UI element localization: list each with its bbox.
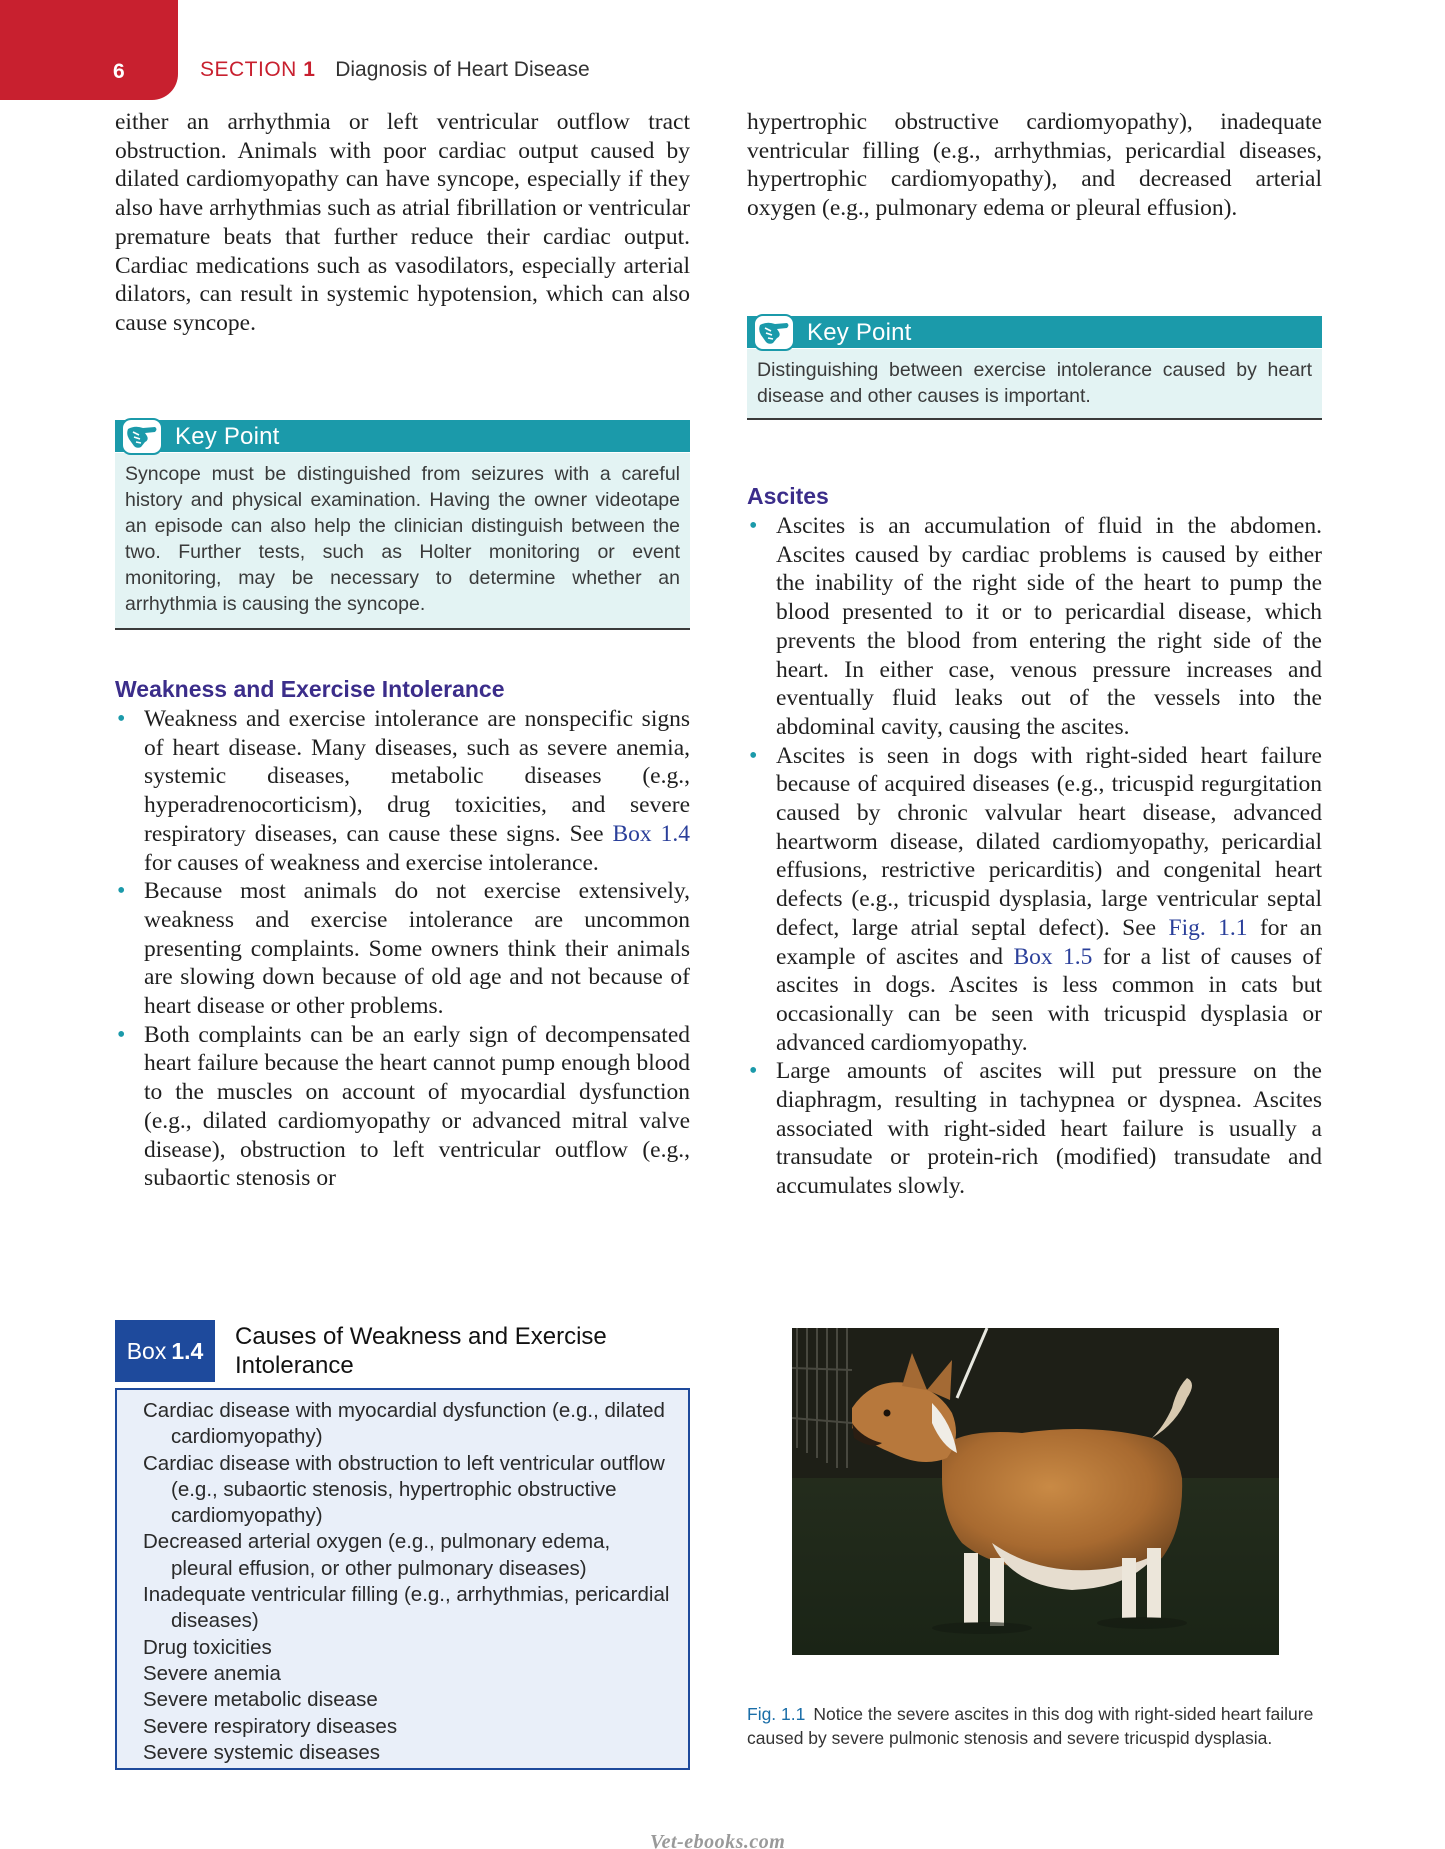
page-number-tab — [0, 0, 178, 100]
left-intro-paragraph: either an arrhythmia or left ventricular outflow tract obstruction. Animals with poor cardiac output caused by dilated cardiomyopathy can have syncope, especially if they also have arrhythmias such as atrial fibrillation or ventricular premature beats that further reduce their cardiac output. Cardiac medications such as vasodilators, especially arterial dilators, can result in systemic hypotension, which can also cause syncope. — [115, 109, 690, 336]
box-1-4-header — [115, 1320, 690, 1382]
list-item-text: for a list of causes of ascites in dogs. Ascites is less common in cats but occasionally can be seen with tricuspid dysplasia or advanced cardiomyopathy. — [776, 943, 1322, 1056]
box-1-4-link[interactable]: Box 1.4 — [612, 820, 690, 847]
bullet-icon: • — [749, 1058, 758, 1085]
box-1-5-link[interactable]: Box 1.5 — [1013, 943, 1093, 970]
list-item-text: for an example of ascites and — [776, 914, 1322, 970]
weakness-section — [115, 676, 690, 1193]
weakness-bullets — [115, 705, 690, 1193]
dog-photo — [792, 1328, 1279, 1655]
list-item — [115, 1021, 690, 1193]
list-item — [747, 512, 1322, 742]
list-item — [747, 1057, 1322, 1201]
bullet-icon: • — [117, 706, 126, 732]
list-item: Drug toxicities — [143, 1635, 272, 1659]
key-point-text: Syncope must be distinguished from seizures with a careful history and physical examination. Having the owner videotape an episode can also help the clinician distinguish between the two. Further tests, such as Holter monitoring or event monitoring, may be necessary to determine whether an arrhythmia is causing the syncope. — [125, 463, 680, 615]
fig-1-1-link[interactable]: Fig. 1.1 — [1168, 914, 1248, 941]
list-item — [747, 742, 1322, 1058]
ascites-section — [747, 483, 1322, 1201]
box-1-4-body — [115, 1388, 690, 1770]
list-item-text: Ascites is an accumulation of fluid in the abdomen. Ascites caused by cardiac problems is caused by either the inability of the right side of the heart to pump the blood presented to it or to pericardial disease, which prevents the blood from entering the right side of the heart. In either case, venous pressure increases and eventually fluid leaks out of the vessels into the abdominal cavity, causing the ascites. — [776, 513, 1322, 740]
key-point-box-right — [747, 316, 1322, 420]
left-intro — [115, 108, 690, 338]
list-item-text: for causes of weakness and exercise intolerance. — [144, 849, 599, 876]
list-item-text: Both complaints can be an early sign of decompensated heart failure because the heart cannot pump enough blood to the muscles on account of myocardial dysfunction (e.g., dilated cardiomyopathy or advanced mitral valve disease), obstruction to left ventricular outflow (e.g., subaortic stenosis or — [144, 1021, 690, 1192]
key-point-header — [747, 316, 1322, 349]
box-title: Causes of Weakness and Exercise Intolerance — [235, 1323, 607, 1379]
weakness-heading: Weakness and Exercise Intolerance — [115, 676, 505, 702]
list-item-text: Because most animals do not exercise extensively, weakness and exercise intolerance are uncommon presenting complaints. Some owners think their animals are slowing down because of old age and not because of heart disease or other problems. — [144, 878, 690, 1020]
key-point-header — [115, 420, 690, 453]
bullet-icon: • — [749, 742, 758, 769]
list-item-text: Ascites is seen in dogs with right-sided heart failure because of acquired diseases (e.g., tricuspid regurgitation caused by chronic valvular heart disease, advanced heartworm disease, dilated cardiomyopathy, pericardial effusions, restrictive pericarditis) and congenital heart defects (e.g., tricuspid dysplasia, large ventricular septal defect, large atrial septal defect). See — [776, 742, 1322, 941]
section-label — [200, 58, 315, 81]
list-item: Cardiac disease with obstruction to left ventricular outflow (e.g., subaortic stenosis, hypertrophic obstructive cardiomyopathy) — [143, 1451, 665, 1528]
figure-caption-text: Notice the severe ascites in this dog with right-sided heart failure caused by severe pulmonic stenosis and severe tricuspid dysplasia. — [747, 1704, 1314, 1748]
section-title: Diagnosis of Heart Disease — [335, 58, 590, 81]
list-item: Inadequate ventricular filling (e.g., arrhythmias, pericardial diseases) — [143, 1583, 670, 1633]
key-point-text: Distinguishing between exercise intolerance caused by heart disease and other causes is important. — [757, 359, 1312, 407]
section-word: SECTION — [200, 58, 297, 81]
list-item-text: Weakness and exercise intolerance are nonspecific signs of heart disease. Many diseases, such as severe anemia, systemic diseases, metabolic diseases (e.g., hyperadrenocorticism), drug toxicities, and severe respiratory diseases, can cause these signs. See — [144, 706, 690, 847]
pointing-hand-icon — [753, 314, 795, 351]
box-label-number: 1.4 — [171, 1337, 204, 1364]
ascites-bullets — [747, 512, 1322, 1201]
bullet-icon: • — [117, 1021, 126, 1048]
watermark: Vet-ebooks.com — [650, 1831, 786, 1849]
box-label — [115, 1320, 215, 1382]
bullet-icon: • — [117, 878, 126, 905]
list-item: Decreased arterial oxygen (e.g., pulmonary edema, pleural effusion, or other pulmonary diseases) — [143, 1530, 611, 1580]
ascites-heading: Ascites — [747, 483, 829, 509]
list-item: Severe anemia — [143, 1661, 281, 1685]
figure-label: Fig. 1.1 — [747, 1704, 806, 1724]
running-head — [200, 58, 590, 82]
section-number: 1 — [303, 58, 316, 81]
list-item: Severe metabolic disease — [143, 1688, 378, 1712]
key-point-title: Key Point — [175, 423, 280, 450]
key-point-box-left — [115, 420, 690, 630]
list-item — [115, 877, 690, 1021]
list-item — [115, 705, 690, 877]
key-point-title: Key Point — [807, 319, 912, 346]
figure-caption — [747, 1702, 1322, 1750]
list-item: Severe respiratory diseases — [143, 1714, 398, 1738]
list-item: Cardiac disease with myocardial dysfunction (e.g., dilated cardiomyopathy) — [143, 1399, 665, 1449]
pointing-hand-icon — [121, 418, 163, 455]
list-item: Severe systemic diseases — [143, 1740, 380, 1764]
right-intro — [747, 108, 1322, 223]
page-number: 6 — [113, 60, 125, 83]
bullet-icon: • — [749, 513, 758, 539]
list-item-text: Large amounts of ascites will put pressure on the diaphragm, resulting in tachypnea or dyspnea. Ascites associated with right-sided heart failure is usually a transudate or protein-rich (modified) transudate and accumulates slowly. — [776, 1058, 1322, 1200]
box-label-word: Box — [126, 1337, 167, 1364]
right-intro-paragraph: hypertrophic obstructive cardiomyopathy), inadequate ventricular filling (e.g., arrhythmias, pericardial diseases, hypertrophic cardiomyopathy), and decreased arterial oxygen (e.g., pulmonary edema or pleural effusion). — [747, 109, 1322, 222]
